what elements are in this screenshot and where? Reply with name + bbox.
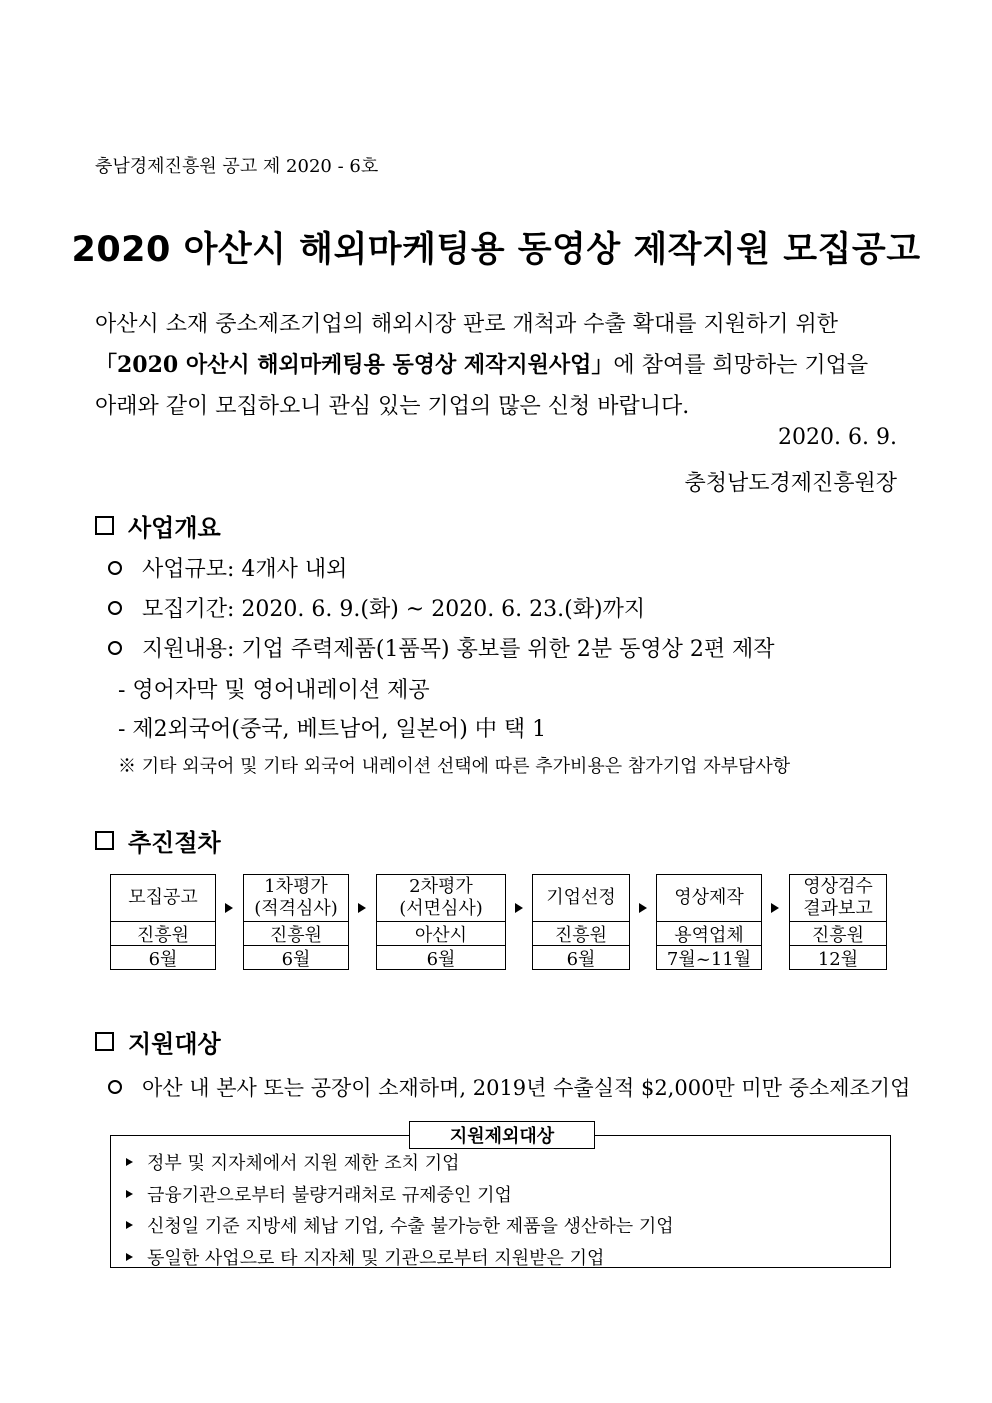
step-owner: 진흥원	[110, 922, 216, 946]
overview-sub-item: - 영어자막 및 영어내레이션 제공	[118, 678, 430, 703]
step-period: 6월	[110, 946, 216, 970]
procedure-step	[376, 874, 506, 970]
checkbox-square-icon	[95, 1032, 114, 1051]
step-owner: 아산시	[376, 922, 506, 946]
triangle-bullet-icon	[126, 1253, 133, 1261]
arrow-right-icon	[515, 903, 523, 913]
intro-paragraph	[95, 304, 897, 427]
intro-line-2	[95, 345, 897, 386]
step-name: 2차평가 (서면심사)	[376, 874, 506, 922]
overview-item-text: 지원내용: 기업 주력제품(1품목) 홍보를 위한 2분 동영상 2편 제작	[142, 637, 775, 662]
procedure-step	[789, 874, 887, 970]
arrow-right-icon	[225, 903, 233, 913]
checkbox-square-icon	[95, 516, 114, 535]
step-name: 1차평가 (적격심사)	[243, 874, 349, 922]
overview-sub-item: - 제2외국어(중국, 베트남어, 일본어) 中 택 1	[118, 717, 547, 742]
step-owner: 진흥원	[789, 922, 887, 946]
exclusion-item	[126, 1149, 460, 1175]
step-name: 모집공고	[110, 874, 216, 922]
section-procedure-heading	[95, 823, 221, 858]
step-owner: 진흥원	[243, 922, 349, 946]
exclusion-item	[126, 1181, 512, 1207]
notice-number: 충남경제진흥원 공고 제 2020 - 6호	[95, 156, 379, 177]
procedure-step	[532, 874, 630, 970]
arrow-right-icon	[771, 903, 779, 913]
exclusion-item-text: 금융기관으로부터 불량거래처로 규제중인 기업	[147, 1185, 512, 1206]
program-name: 「2020 아산시 해외마케팅용 동영상 제작지원사업」	[95, 352, 614, 378]
arrow-right-icon	[358, 903, 366, 913]
exclusion-item	[126, 1244, 604, 1270]
arrow-right-icon	[639, 903, 647, 913]
section-eligibility-heading	[95, 1024, 221, 1059]
section-overview-title: 사업개요	[128, 514, 221, 542]
circle-bullet-icon	[108, 601, 122, 615]
overview-item	[108, 632, 775, 663]
exclusion-item-text: 신청일 기준 지방세 체납 기업, 수출 불가능한 제품을 생산하는 기업	[147, 1216, 674, 1237]
section-procedure-title: 추진절차	[128, 829, 221, 857]
procedure-step	[243, 874, 349, 970]
step-name: 영상검수 결과보고	[789, 874, 887, 922]
step-period: 6월	[243, 946, 349, 970]
step-name: 기업선정	[532, 874, 630, 922]
exclusion-item-text: 동일한 사업으로 타 지자체 및 기관으로부터 지원받은 기업	[147, 1248, 605, 1269]
step-owner: 용역업체	[656, 922, 762, 946]
triangle-bullet-icon	[126, 1190, 133, 1198]
triangle-bullet-icon	[126, 1221, 133, 1229]
checkbox-square-icon	[95, 831, 114, 850]
circle-bullet-icon	[108, 561, 122, 575]
triangle-bullet-icon	[126, 1158, 133, 1166]
exclusion-item	[126, 1212, 674, 1238]
page-title: 2020 아산시 해외마케팅용 동영상 제작지원 모집공고	[71, 230, 921, 270]
intro-line-1: 아산시 소재 중소제조기업의 해외시장 판로 개척과 수출 확대를 지원하기 위한	[95, 312, 839, 337]
procedure-step	[656, 874, 762, 970]
overview-item	[108, 592, 645, 623]
step-period: 7월~11월	[656, 946, 762, 970]
step-period: 6월	[532, 946, 630, 970]
step-owner: 진흥원	[532, 922, 630, 946]
section-overview-heading	[95, 508, 221, 543]
notice-date: 2020. 6. 9.	[778, 425, 897, 450]
procedure-step	[110, 874, 216, 970]
exclusion-item-text: 정부 및 지자체에서 지원 제한 조치 기업	[147, 1153, 460, 1174]
overview-item	[108, 552, 347, 583]
circle-bullet-icon	[108, 641, 122, 655]
step-name: 영상제작	[656, 874, 762, 922]
eligibility-item	[108, 1072, 910, 1102]
section-eligibility-title: 지원대상	[128, 1030, 221, 1058]
overview-note: ※ 기타 외국어 및 기타 외국어 내레이션 선택에 따른 추가비용은 참가기업 자부담사항	[118, 756, 791, 777]
overview-item-text: 모집기간: 2020. 6. 9.(화) ~ 2020. 6. 23.(화)까지	[142, 597, 646, 622]
intro-line-2-rest: 에 참여를 희망하는 기업을	[613, 353, 869, 378]
issuer: 충청남도경제진흥원장	[684, 471, 897, 496]
step-period: 6월	[376, 946, 506, 970]
exclusion-label: 지원제외대상	[409, 1121, 595, 1149]
intro-line-3: 아래와 같이 모집하오니 관심 있는 기업의 많은 신청 바랍니다.	[95, 394, 690, 419]
eligibility-item-text: 아산 내 본사 또는 공장이 소재하며, 2019년 수출실적 $2,000만 미만 중소제조기업	[142, 1076, 911, 1100]
circle-bullet-icon	[108, 1080, 122, 1094]
overview-item-text: 사업규모: 4개사 내외	[142, 557, 348, 582]
step-period: 12월	[789, 946, 887, 970]
